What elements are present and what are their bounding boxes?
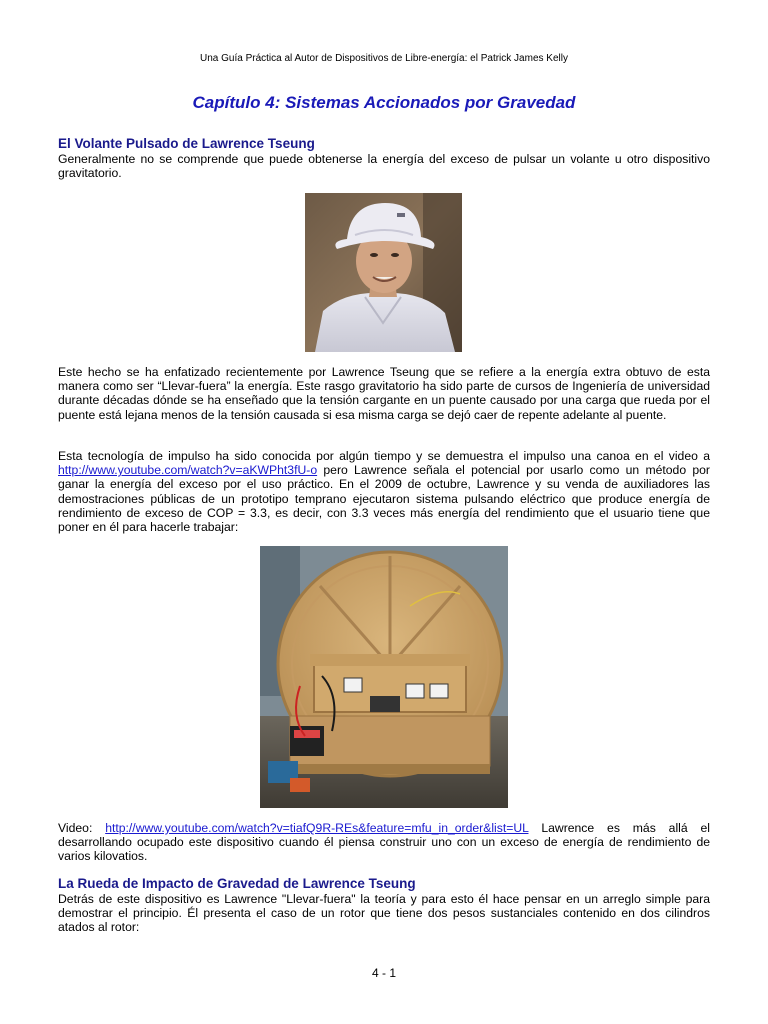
paragraph-video-continued: Lawrence es más allá el desarrollando ocupado este dispositivo cuando él piensa construir uno con un exceso de energía de rendimiento de varios kilovatios. [58, 821, 710, 864]
paragraph-intro: Generalmente no se comprende que puede obtenerse la energía del exceso de pulsar un volante u otro dispositivo gravitatorio. [58, 152, 710, 181]
paragraph-impulso-text: Esta tecnología de impulso ha sido conocida por algún tiempo y se demuestra el impulso una canoa en el video a [58, 449, 710, 463]
section-heading-rueda: La Rueda de Impacto de Gravedad de Lawrence Tseung [58, 876, 416, 891]
prototype-photo [260, 546, 508, 808]
youtube-link-canoa[interactable]: http://www.youtube.com/watch?v=aKWPht3fU-o [58, 463, 318, 478]
section-heading-volante: El Volante Pulsado de Lawrence Tseung [58, 136, 315, 151]
running-header: Una Guía Práctica al Autor de Dispositivos de Libre-energía: el Patrick James Kelly [200, 53, 568, 64]
chapter-title: Capítulo 4: Sistemas Accionados por Gravedad [192, 93, 576, 112]
portrait-photo-illustration [305, 193, 462, 352]
paragraph-rueda: Detrás de este dispositivo es Lawrence "Llevar-fuera" la teoría y para esto él hace pensar en un arreglo simple para demostrar el principio. Él presenta el caso de un rotor que tiene dos pesos sustanciales contenido en dos cilindros atados al rotor: [58, 892, 710, 935]
paragraph-impulso [58, 449, 710, 534]
paragraph-impulso-continued: pero Lawrence señala el potencial por usarlo como un método por ganar la energía del exceso por el uso práctico. En el 2009 de octubre, Lawrence y su venda de auxiliadores las demostraciones públicas de un prototipo temprano ejecutaron sistema pulsando eléctrico que produce energía de rendimiento de exceso de COP = 3.3, es decir, con 3.3 veces más energía del rendimiento que el usuario tiene que poner en él para hacerle trabajar: [58, 463, 710, 535]
video-label: Video: [58, 821, 106, 835]
prototype-photo-illustration [260, 546, 508, 808]
paragraph-video [58, 821, 710, 864]
portrait-photo [305, 193, 462, 352]
page-number: 4 - 1 [371, 966, 396, 980]
youtube-link-prototype[interactable]: http://www.youtube.com/watch?v=tiafQ9R-REs&feature=mfu_in_order&list=UL [105, 821, 529, 835]
paragraph-llevar-fuera: Este hecho se ha enfatizado recientemente por Lawrence Tseung que se refiere a la energía extra obtuvo de esta manera como ser “Llevar-fuera” la energía. Este rasgo gravitatorio ha sido parte de cursos de Ingeniería de universidad durante décadas dónde se ha enseñado que la tensión cargante en un puente causado por una carga que rueda por el puente está lejana menos de la tensión causada si esa misma carga se dejó caer de repente adelante al puente. [58, 365, 710, 422]
